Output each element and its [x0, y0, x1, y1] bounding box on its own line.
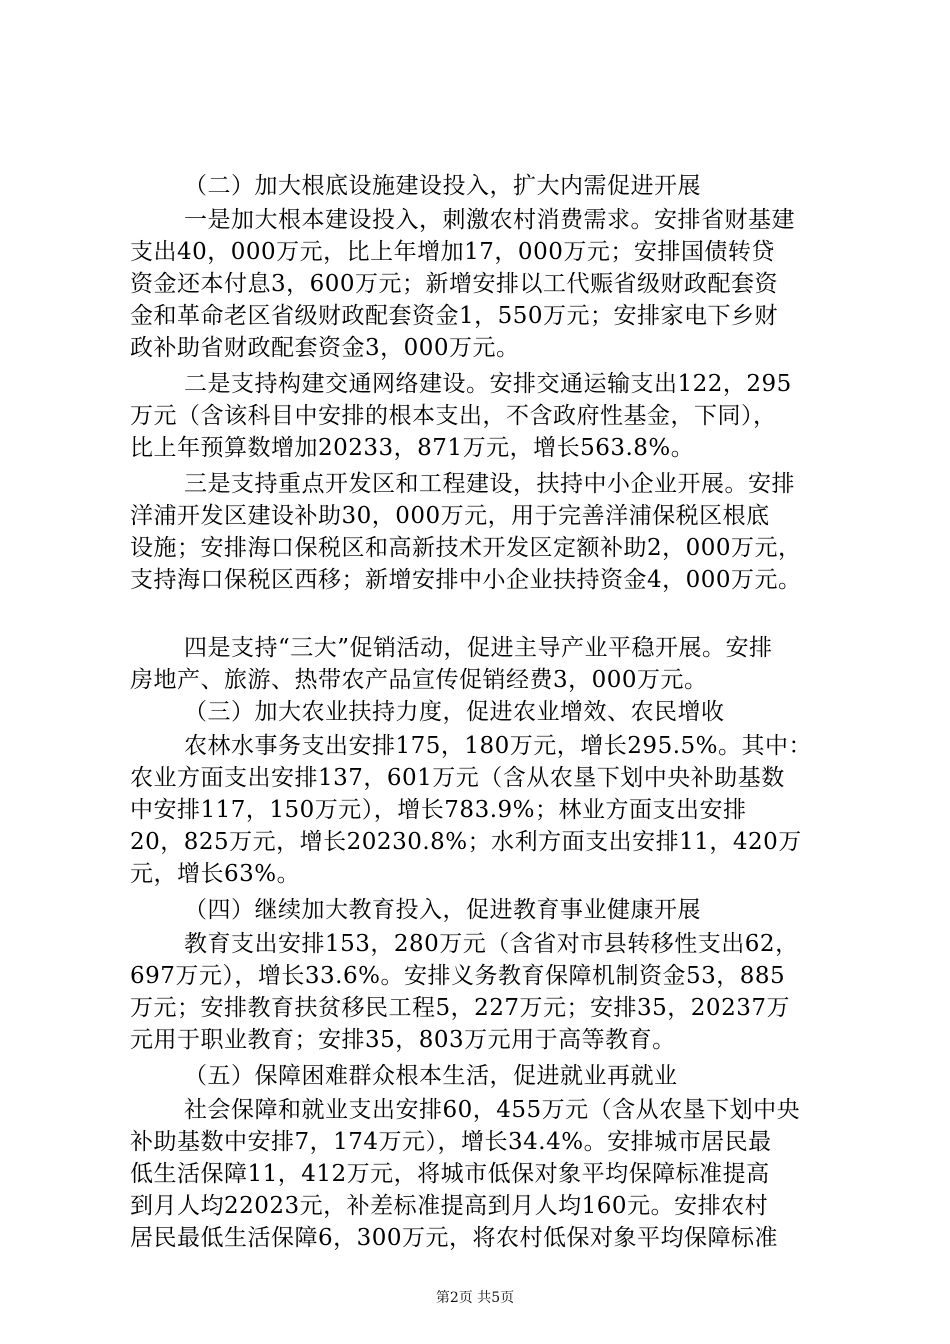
paragraph-line: 元，增长63%。 [130, 861, 301, 887]
paragraph-line: 房地产、旅游、热带农产品宣传促销经费3，000万元。 [130, 667, 708, 693]
paragraph-line: 一是加大根本建设投入，刺激农村消费需求。安排省财基建 [184, 207, 795, 233]
paragraph-line: 农业方面支出安排137，601万元（含从农垦下划中央补助基数 [130, 765, 785, 791]
paragraph-line: 比上年预算数增加20233，871万元，增长563.8%。 [130, 435, 695, 461]
paragraph-line: 支出40，000万元，比上年增加17，000万元；安排国债转贷 [130, 239, 775, 265]
paragraph-line: 697万元），增长33.6%。安排义务教育保障机制资金53，885 [130, 963, 786, 989]
paragraph-line: 设施；安排海口保税区和高新技术开发区定额补助2，000万元， [130, 535, 802, 561]
section-heading: （二）加大根底设施建设投入，扩大内需促进开展 [184, 173, 701, 199]
paragraph-line: 万元；安排教育扶贫移民工程5，227万元；安排35，20237万 [130, 995, 790, 1021]
paragraph-line: 社会保障和就业支出安排60，455万元（含从农垦下划中央 [184, 1097, 801, 1123]
section-heading: （五）保障困难群众根本生活，促进就业再就业 [184, 1063, 678, 1089]
paragraph-line: 万元（含该科目中安排的根本支出，不含政府性基金，下同）， [130, 403, 777, 429]
paragraph-line: 三是支持重点开发区和工程建设，扶持中小企业开展。安排 [184, 471, 795, 497]
paragraph-line: 中安排117，150万元），增长783.9%；林业方面支出安排 [130, 797, 747, 823]
paragraph-line: 四是支持“三大”促销活动，促进主导产业平稳开展。安排 [184, 635, 773, 661]
paragraph-line: 支持海口保税区西移；新增安排中小企业扶持资金4，000万元。 [130, 567, 802, 593]
paragraph-line: 补助基数中安排7，174万元），增长34.4%。安排城市居民最 [130, 1129, 772, 1155]
paragraph-line: 资金还本付息3，600万元；新增安排以工代赈省级财政配套资 [130, 271, 779, 297]
paragraph-line: 政补助省财政配套资金3，000万元。 [130, 335, 520, 361]
paragraph-line: 居民最低生活保障6，300万元，将农村低保对象平均保障标准 [130, 1225, 779, 1251]
paragraph-line: 到月人均22023元，补差标准提高到月人均160元。安排农村 [130, 1193, 769, 1219]
paragraph-line: 金和革命老区省级财政配套资金1，550万元；安排家电下乡财 [130, 303, 779, 329]
paragraph-line: 农林水事务支出安排175，180万元，增长295.5%。其中： [184, 733, 812, 759]
paragraph-line: 元用于职业教育；安排35，803万元用于高等教育。 [130, 1027, 676, 1053]
section-heading: （三）加大农业扶持力度，促进农业增效、农民增收 [184, 699, 725, 725]
section-heading: （四）继续加大教育投入，促进教育事业健康开展 [184, 897, 701, 923]
paragraph-line: 洋浦开发区建设补助30，000万元，用于完善洋浦保税区根底 [130, 503, 770, 529]
paragraph-line: 教育支出安排153，280万元（含省对市县转移性支出62， [184, 931, 799, 957]
paragraph-line: 20，825万元，增长20230.8%；水利方面支出安排11，420万 [130, 829, 802, 855]
paragraph-line: 二是支持构建交通网络建设。安排交通运输支出122，295 [184, 371, 792, 397]
paragraph-line: 低生活保障11，412万元，将城市低保对象平均保障标准提高 [130, 1161, 770, 1187]
page-number-footer: 第2页 共5页 [435, 1290, 515, 1306]
